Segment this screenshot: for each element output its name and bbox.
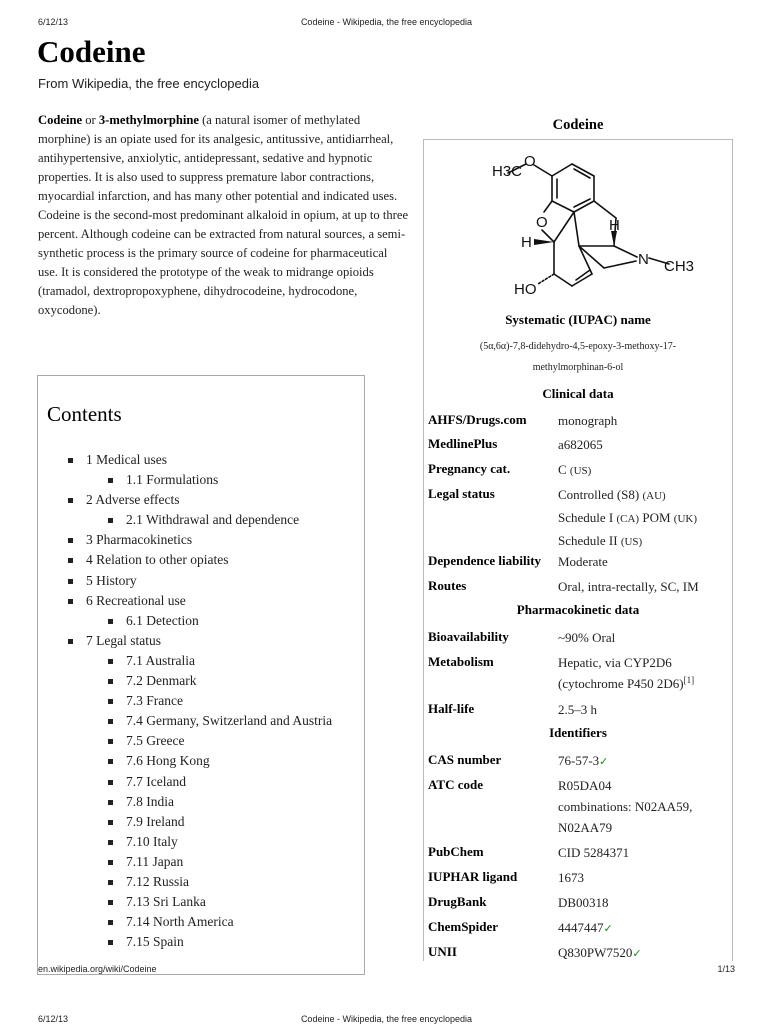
lead-paragraph: Codeine or 3-methylmorphine (a natural isomer of methylated morphine) is an opiate used for its analgesic, antitussive, antidiarrheal, antihypertensive, anxiolytic, antidepressant, sedative and hypnotic properties. It is also used to suppress premature labor contractions, myocardial infarction, and has many other potential and indicated uses. Codeine is the second-most predominant alkaloid in opium, at up to three percent. Although codeine can be extracted from natural sources, a semi-synthetic process is the primary source of codeine for pharmaceutical use. It is considered the prototype of the weak to midrange opioids (tramadol, dextropropoxyphene, dihydrocodeine, hydrocodone, oxycodone). bbox=[38, 113, 409, 317]
check-icon: ✓ bbox=[603, 923, 613, 935]
label-o-ring: O bbox=[536, 214, 548, 231]
row-key: Legal status bbox=[428, 486, 495, 501]
toc-item[interactable]: 7.8 India bbox=[38, 792, 364, 812]
row-value: C (US) bbox=[558, 462, 592, 477]
row-key: PubChem bbox=[428, 844, 484, 859]
codeine-structure-image bbox=[464, 146, 704, 311]
toc-item[interactable]: 3 Pharmacokinetics bbox=[38, 530, 364, 550]
tagline: From Wikipedia, the free encyclopedia bbox=[38, 76, 260, 91]
row-value: 2.5–3 h bbox=[558, 702, 597, 717]
label-o-methoxy: O bbox=[524, 153, 536, 170]
toc-item[interactable]: 4 Relation to other opiates bbox=[38, 550, 364, 570]
row-key: Dependence liability bbox=[428, 553, 542, 568]
toc-item[interactable]: 7.13 Sri Lanka bbox=[38, 892, 364, 912]
row-key: ChemSpider bbox=[428, 919, 499, 934]
label-ho: HO bbox=[514, 281, 537, 298]
row-key: AHFS/Drugs.com bbox=[428, 412, 527, 427]
iupac-name: (5α,6α)-7,8-didehydro-4,5-epoxy-3-methoxy-17- methylmorphinan-6-ol bbox=[479, 341, 677, 373]
row-key: Bioavailability bbox=[428, 629, 509, 644]
row-value: ~90% Oral bbox=[558, 630, 616, 645]
row-key: UNII bbox=[428, 944, 457, 959]
row-key: Metabolism bbox=[428, 654, 494, 669]
toc-item[interactable]: 7.6 Hong Kong bbox=[38, 751, 364, 771]
toc-item[interactable]: 7.7 Iceland bbox=[38, 772, 364, 792]
page-title: Codeine bbox=[37, 34, 146, 69]
pubchem-link[interactable]: CID 5284371 bbox=[558, 845, 630, 860]
drugbank-link[interactable]: DB00318 bbox=[558, 895, 609, 910]
ahfs-link[interactable]: monograph bbox=[558, 413, 618, 428]
row-key: ATC code bbox=[428, 777, 484, 792]
toc-item[interactable]: 1.1 Formulations bbox=[38, 470, 364, 490]
print-page-number: 1/13 bbox=[717, 964, 735, 974]
toc-item[interactable]: 7.4 Germany, Switzerland and Austria bbox=[38, 711, 364, 731]
label-ch3: CH3 bbox=[664, 258, 695, 275]
atc-link[interactable]: R05DA04 bbox=[558, 778, 612, 793]
label-n: N bbox=[638, 251, 649, 268]
iuphar-link[interactable]: 1673 bbox=[558, 870, 584, 885]
label-h-left: H bbox=[521, 234, 532, 251]
row-value: Moderate bbox=[558, 554, 608, 569]
print-doc-title: Codeine - Wikipedia, the free encyclopedia bbox=[300, 17, 473, 27]
toc-item[interactable]: 7.5 Greece bbox=[38, 731, 364, 751]
toc-item[interactable]: 7.3 France bbox=[38, 691, 364, 711]
lead-term-methylmorphine: 3-methylmorphine bbox=[98, 113, 199, 127]
toc-item[interactable]: 2.1 Withdrawal and dependence bbox=[38, 510, 364, 530]
label-h3c: H3C bbox=[492, 163, 523, 180]
section-pharmacokinetic-data: Pharmacokinetic data bbox=[516, 602, 640, 617]
print-url: en.wikipedia.org/wiki/Codeine bbox=[38, 964, 157, 974]
toc-list bbox=[38, 450, 364, 952]
toc-item[interactable]: 7.12 Russia bbox=[38, 872, 364, 892]
toc-item[interactable]: 2 Adverse effects bbox=[38, 490, 364, 510]
toc-item[interactable]: 7.14 North America bbox=[38, 912, 364, 932]
row-key: Half-life bbox=[428, 701, 475, 716]
toc-item[interactable]: 6 Recreational use bbox=[38, 591, 364, 611]
row-value: Controlled (S8) (AU) Schedule I (CA) POM (UK) Schedule II (US) bbox=[558, 487, 697, 548]
section-clinical-data: Clinical data bbox=[542, 386, 614, 401]
row-value: R05DA04 combinations: N02AA59, N02AA79 bbox=[558, 775, 728, 838]
toc-item[interactable]: 7.10 Italy bbox=[38, 832, 364, 852]
table-of-contents bbox=[37, 375, 365, 975]
toc-item[interactable]: 7 Legal status bbox=[38, 631, 364, 651]
toc-item[interactable]: 5 History bbox=[38, 571, 364, 591]
row-value: Oral, intra-rectally, SC, IM bbox=[558, 579, 699, 594]
toc-item[interactable]: 7.15 Spain bbox=[38, 932, 364, 952]
row-key: CAS number bbox=[428, 752, 502, 767]
toc-item[interactable]: 7.9 Ireland bbox=[38, 812, 364, 832]
row-key: Pregnancy cat. bbox=[428, 461, 511, 476]
cas-link[interactable]: 76-57-3 bbox=[558, 753, 600, 768]
medlineplus-link[interactable]: a682065 bbox=[558, 437, 603, 452]
row-value bbox=[558, 942, 728, 965]
row-value bbox=[558, 917, 728, 940]
lead-term-codeine: Codeine bbox=[38, 113, 83, 127]
row-key: Routes bbox=[428, 578, 467, 593]
toc-title: Contents bbox=[47, 402, 122, 426]
toc-item[interactable]: 6.1 Detection bbox=[38, 611, 364, 631]
row-key: IUPHAR ligand bbox=[428, 869, 518, 884]
infobox-caption: Codeine bbox=[552, 117, 604, 133]
row-key: MedlinePlus bbox=[428, 436, 498, 451]
check-icon: ✓ bbox=[599, 756, 609, 768]
toc-item[interactable]: 7.2 Denmark bbox=[38, 671, 364, 691]
toc-item[interactable]: 1 Medical uses bbox=[38, 450, 364, 470]
label-h-top: H bbox=[609, 217, 620, 234]
section-identifiers: Identifiers bbox=[549, 725, 607, 740]
row-key: DrugBank bbox=[428, 894, 487, 909]
infobox bbox=[423, 139, 733, 961]
reference-link[interactable]: [1] bbox=[683, 675, 695, 685]
print-date: 6/12/13 bbox=[38, 1014, 69, 1024]
chemspider-link[interactable]: 4447447 bbox=[558, 920, 604, 935]
print-date: 6/12/13 bbox=[38, 17, 69, 27]
lead-text: (a natural isomer of methylated morphine) is an opiate used for its analgesic, antitussive, antidiarrheal, antihypertensive, anxiolytic, antidepressant, sedative and hypnotic properties. It is also used to suppress premature labor contractions, myocardial infarction, and has many other potential and indicated uses. Codeine is the second-most predominant alkaloid in opium, at up to three percent. Although codeine can be extracted from natural sources, a semi-synthetic process is the primary source of codeine for pharmaceutical use. It is considered the prototype of the weak to midrange opioids (tramadol, dextropropoxyphene, dihydrocodeine, hydrocodone, oxycodone). bbox=[38, 113, 409, 317]
iupac-heading: Systematic (IUPAC) name bbox=[505, 312, 651, 327]
check-icon: ✓ bbox=[632, 948, 642, 960]
unii-link[interactable]: Q830PW7520 bbox=[558, 945, 633, 960]
row-value: Hepatic, via CYP2D6 (cytochrome P450 2D6)[1] bbox=[558, 655, 695, 691]
print-doc-title: Codeine - Wikipedia, the free encyclopedia bbox=[300, 1014, 473, 1024]
toc-item[interactable]: 7.1 Australia bbox=[38, 651, 364, 671]
row-value bbox=[558, 750, 728, 773]
toc-item[interactable]: 7.11 Japan bbox=[38, 852, 364, 872]
